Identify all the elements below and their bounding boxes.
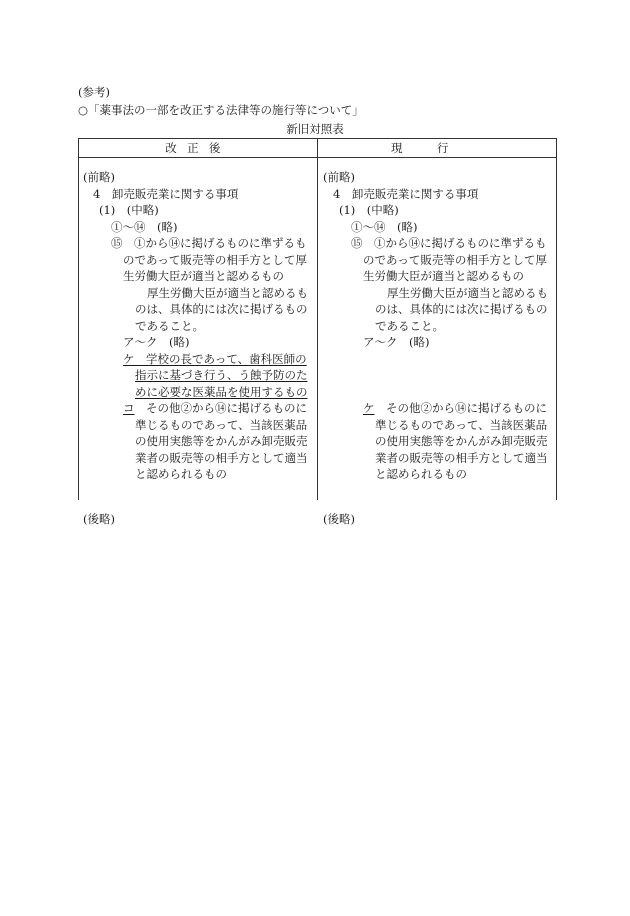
column-divider <box>317 139 318 500</box>
subsection-omitted: (1) (中略) <box>339 203 399 217</box>
item-15-detail-line: 厚生労働大臣が適当と認めるも <box>147 285 308 300</box>
item-15-line: 生労働大臣が適当と認めるもの <box>123 269 284 283</box>
item-ke-line: 業者の販売等の相手方として適当 <box>375 450 548 465</box>
item-15-detail-line: 厚生労働大臣が適当と認めるも <box>387 285 548 300</box>
subsection-omitted: (1) (中略) <box>99 203 159 217</box>
item-ko-line: 準じるものであって、当該医薬品 <box>135 417 308 432</box>
item-15-line: のであって販売等の相手方として厚 <box>123 252 307 267</box>
notice-title: ○「薬事法の一部を改正する法律等の施行等について」 <box>78 103 364 117</box>
postscript-omitted: (後略) <box>83 512 115 526</box>
item-ko-line: 業者の販売等の相手方として適当 <box>135 450 308 465</box>
section-heading: 4 卸売販売業に関する事項 <box>333 186 479 201</box>
item-15-detail-line: であること。 <box>135 318 204 333</box>
items-omitted: ①〜⑭ (略) <box>111 219 178 234</box>
comparison-table <box>78 138 557 526</box>
subitems-omitted: ア〜ク (略) <box>123 335 190 349</box>
item-15-detail-line: のは、具体的には次に掲げるもの <box>375 302 548 316</box>
item-ke-line: の使用実態等をかんがみ卸売販売 <box>375 434 548 448</box>
preamble-omitted: (前略) <box>323 170 355 184</box>
item-ko-text: その他②から⑭に掲げるものに <box>134 401 307 415</box>
header-revised: 改正後 <box>165 141 231 155</box>
item-ke-marker: ケ <box>363 401 375 415</box>
section-heading: 4 卸売販売業に関する事項 <box>93 186 239 201</box>
item-15-line: ⑮ ①から⑭に掲げるものに準ずるも <box>111 236 307 250</box>
subitems-omitted: ア〜ク (略) <box>363 335 430 349</box>
item-ke-line: 準じるものであって、当該医薬品 <box>375 417 548 432</box>
header-rule <box>79 157 556 158</box>
table-caption: 新旧対照表 <box>286 122 344 136</box>
header-current: 現行 <box>391 141 483 155</box>
item-ko-marker: コ <box>123 401 135 415</box>
postscript-omitted: (後略) <box>323 512 355 526</box>
item-ke-line <box>363 400 547 417</box>
item-15-line: のであって販売等の相手方として厚 <box>363 252 547 267</box>
item-ko-line: と認められるもの <box>135 467 227 481</box>
item-ko-line <box>123 400 307 417</box>
item-ke-text: その他②から⑭に掲げるものに <box>374 401 547 415</box>
added-item-ke-line: めに必要な医薬品を使用するもの <box>135 384 308 399</box>
item-ko-line: の使用実態等をかんがみ卸売販売 <box>135 434 308 448</box>
item-15-line: 生労働大臣が適当と認めるもの <box>363 269 524 283</box>
item-15-detail-line: であること。 <box>375 318 444 333</box>
added-item-ke-line: ケ 学校の長であって、歯科医師の <box>123 351 307 366</box>
item-15-detail-line: のは、具体的には次に掲げるもの <box>135 302 308 316</box>
item-ke-line: と認められるもの <box>375 467 467 481</box>
preamble-omitted: (前略) <box>83 170 115 184</box>
added-item-ke-line: 指示に基づき行う、う蝕予防のた <box>135 368 308 382</box>
items-omitted: ①〜⑭ (略) <box>351 219 418 234</box>
item-15-line: ⑮ ①から⑭に掲げるものに準ずるも <box>351 236 547 250</box>
note-label: (参考) <box>78 85 110 99</box>
